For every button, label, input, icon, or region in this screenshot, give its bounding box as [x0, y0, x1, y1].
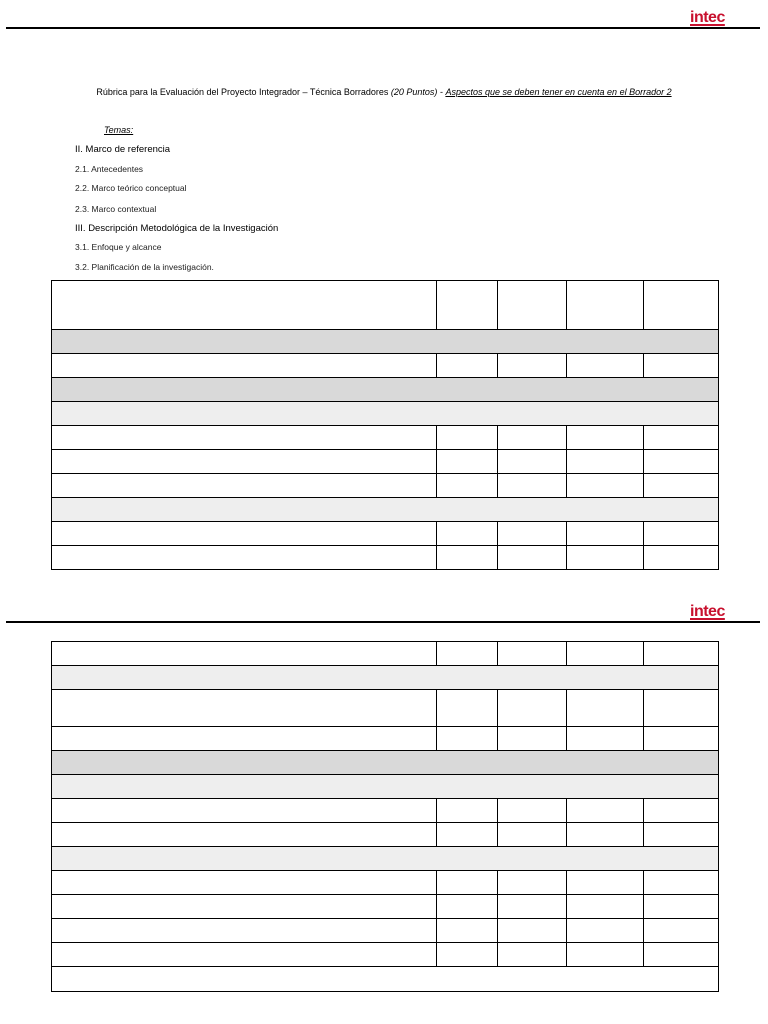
score-cell	[437, 522, 498, 546]
title-points: (20 Puntos)	[390, 87, 438, 97]
topic-item: II. Marco de referencia	[75, 144, 171, 155]
criteria-row	[52, 967, 719, 992]
score-cell	[437, 426, 498, 450]
score-cell	[498, 919, 567, 943]
score-cell	[644, 474, 719, 498]
topics-heading: Temas:	[104, 125, 134, 135]
score-cell	[567, 426, 644, 450]
score-cell	[644, 727, 719, 751]
score-cell	[567, 871, 644, 895]
score-cell	[567, 690, 644, 727]
score-cell	[644, 281, 719, 330]
score-cell	[437, 354, 498, 378]
criteria-row	[52, 895, 719, 919]
score-cell	[498, 727, 567, 751]
criteria-row	[52, 450, 719, 474]
score-cell	[567, 474, 644, 498]
header-rule	[6, 27, 760, 29]
score-cell	[498, 546, 567, 570]
criteria-cell	[52, 943, 437, 967]
rubric-table-1	[51, 280, 719, 570]
score-cell	[567, 522, 644, 546]
score-cell	[437, 642, 498, 666]
criteria-cell	[52, 642, 437, 666]
score-cell	[437, 823, 498, 847]
subsection-row	[52, 847, 719, 871]
score-cell	[498, 871, 567, 895]
score-cell	[437, 474, 498, 498]
criteria-cell	[52, 799, 437, 823]
merged-cell	[52, 847, 719, 871]
criteria-row	[52, 943, 719, 967]
merged-cell	[52, 378, 719, 402]
score-cell	[644, 690, 719, 727]
merged-cell	[52, 402, 719, 426]
score-cell	[567, 450, 644, 474]
score-cell	[437, 871, 498, 895]
score-cell	[644, 354, 719, 378]
title-aspects: Aspectos que se deben tener en cuenta en el Borrador 2	[445, 87, 672, 97]
score-cell	[567, 281, 644, 330]
criteria-cell	[52, 354, 437, 378]
criteria-row	[52, 799, 719, 823]
header-rule	[6, 621, 760, 623]
score-cell	[567, 895, 644, 919]
criteria-cell	[52, 895, 437, 919]
intec-logo: intec	[690, 9, 725, 26]
criteria-row	[52, 919, 719, 943]
rubric-table-1-body	[52, 281, 719, 570]
rubric-table-2	[51, 641, 719, 992]
score-cell	[437, 799, 498, 823]
merged-cell	[52, 330, 719, 354]
section-row	[52, 330, 719, 354]
merged-cell	[52, 775, 719, 799]
criteria-cell	[52, 450, 437, 474]
score-cell	[437, 450, 498, 474]
merged-cell	[52, 967, 719, 992]
criteria-cell	[52, 919, 437, 943]
subsection-row	[52, 775, 719, 799]
score-cell	[567, 943, 644, 967]
score-cell	[567, 727, 644, 751]
score-cell	[644, 642, 719, 666]
score-cell	[498, 943, 567, 967]
criteria-row	[52, 871, 719, 895]
score-cell	[498, 895, 567, 919]
criteria-cell	[52, 474, 437, 498]
subsection-row	[52, 498, 719, 522]
criteria-cell	[52, 426, 437, 450]
score-cell	[644, 799, 719, 823]
document-title	[0, 87, 768, 97]
merged-cell	[52, 666, 719, 690]
score-cell	[498, 823, 567, 847]
section-row	[52, 378, 719, 402]
criteria-row	[52, 354, 719, 378]
intec-logo: intec	[690, 603, 725, 620]
score-cell	[498, 690, 567, 727]
score-cell	[498, 450, 567, 474]
score-cell	[644, 871, 719, 895]
criteria-cell	[52, 871, 437, 895]
score-cell	[498, 474, 567, 498]
score-cell	[437, 690, 498, 727]
merged-cell	[52, 751, 719, 775]
criteria-cell	[52, 690, 437, 727]
score-cell	[567, 919, 644, 943]
score-cell	[567, 642, 644, 666]
criteria-cell	[52, 727, 437, 751]
topic-item: 3.1. Enfoque y alcance	[75, 242, 162, 252]
score-cell	[644, 823, 719, 847]
topic-item: 2.2. Marco teórico conceptual	[75, 183, 187, 193]
score-cell	[498, 522, 567, 546]
score-cell	[437, 281, 498, 330]
criteria-cell	[52, 546, 437, 570]
criteria-row	[52, 823, 719, 847]
score-cell	[498, 281, 567, 330]
rubric-table-2-body	[52, 642, 719, 992]
score-cell	[437, 943, 498, 967]
criteria-row	[52, 642, 719, 666]
score-cell	[437, 895, 498, 919]
score-cell	[567, 354, 644, 378]
score-cell	[498, 354, 567, 378]
criteria-cell	[52, 281, 437, 330]
score-cell	[644, 426, 719, 450]
score-cell	[567, 546, 644, 570]
subsection-row	[52, 402, 719, 426]
criteria-row	[52, 426, 719, 450]
score-cell	[644, 450, 719, 474]
subsection-row	[52, 666, 719, 690]
score-cell	[567, 799, 644, 823]
section-row	[52, 751, 719, 775]
score-cell	[498, 642, 567, 666]
topic-item: 2.1. Antecedentes	[75, 164, 144, 174]
score-cell	[644, 919, 719, 943]
score-cell	[437, 919, 498, 943]
score-cell	[498, 799, 567, 823]
score-cell	[437, 727, 498, 751]
score-cell	[644, 522, 719, 546]
title-separator: -	[437, 87, 446, 97]
topic-item: 3.2. Planificación de la investigación.	[75, 262, 214, 272]
criteria-row	[52, 522, 719, 546]
criteria-row	[52, 727, 719, 751]
score-cell	[644, 943, 719, 967]
score-cell	[437, 546, 498, 570]
merged-cell	[52, 498, 719, 522]
score-cell	[644, 895, 719, 919]
criteria-row	[52, 474, 719, 498]
header-row	[52, 281, 719, 330]
criteria-row	[52, 546, 719, 570]
criteria-cell	[52, 522, 437, 546]
topic-item: III. Descripción Metodológica de la Investigación	[75, 223, 279, 234]
score-cell	[644, 546, 719, 570]
title-main: Rúbrica para la Evaluación del Proyecto Integrador – Técnica Borradores	[96, 87, 389, 97]
score-cell	[498, 426, 567, 450]
topic-item: 2.3. Marco contextual	[75, 204, 157, 214]
criteria-cell	[52, 823, 437, 847]
score-cell	[567, 823, 644, 847]
criteria-row	[52, 690, 719, 727]
